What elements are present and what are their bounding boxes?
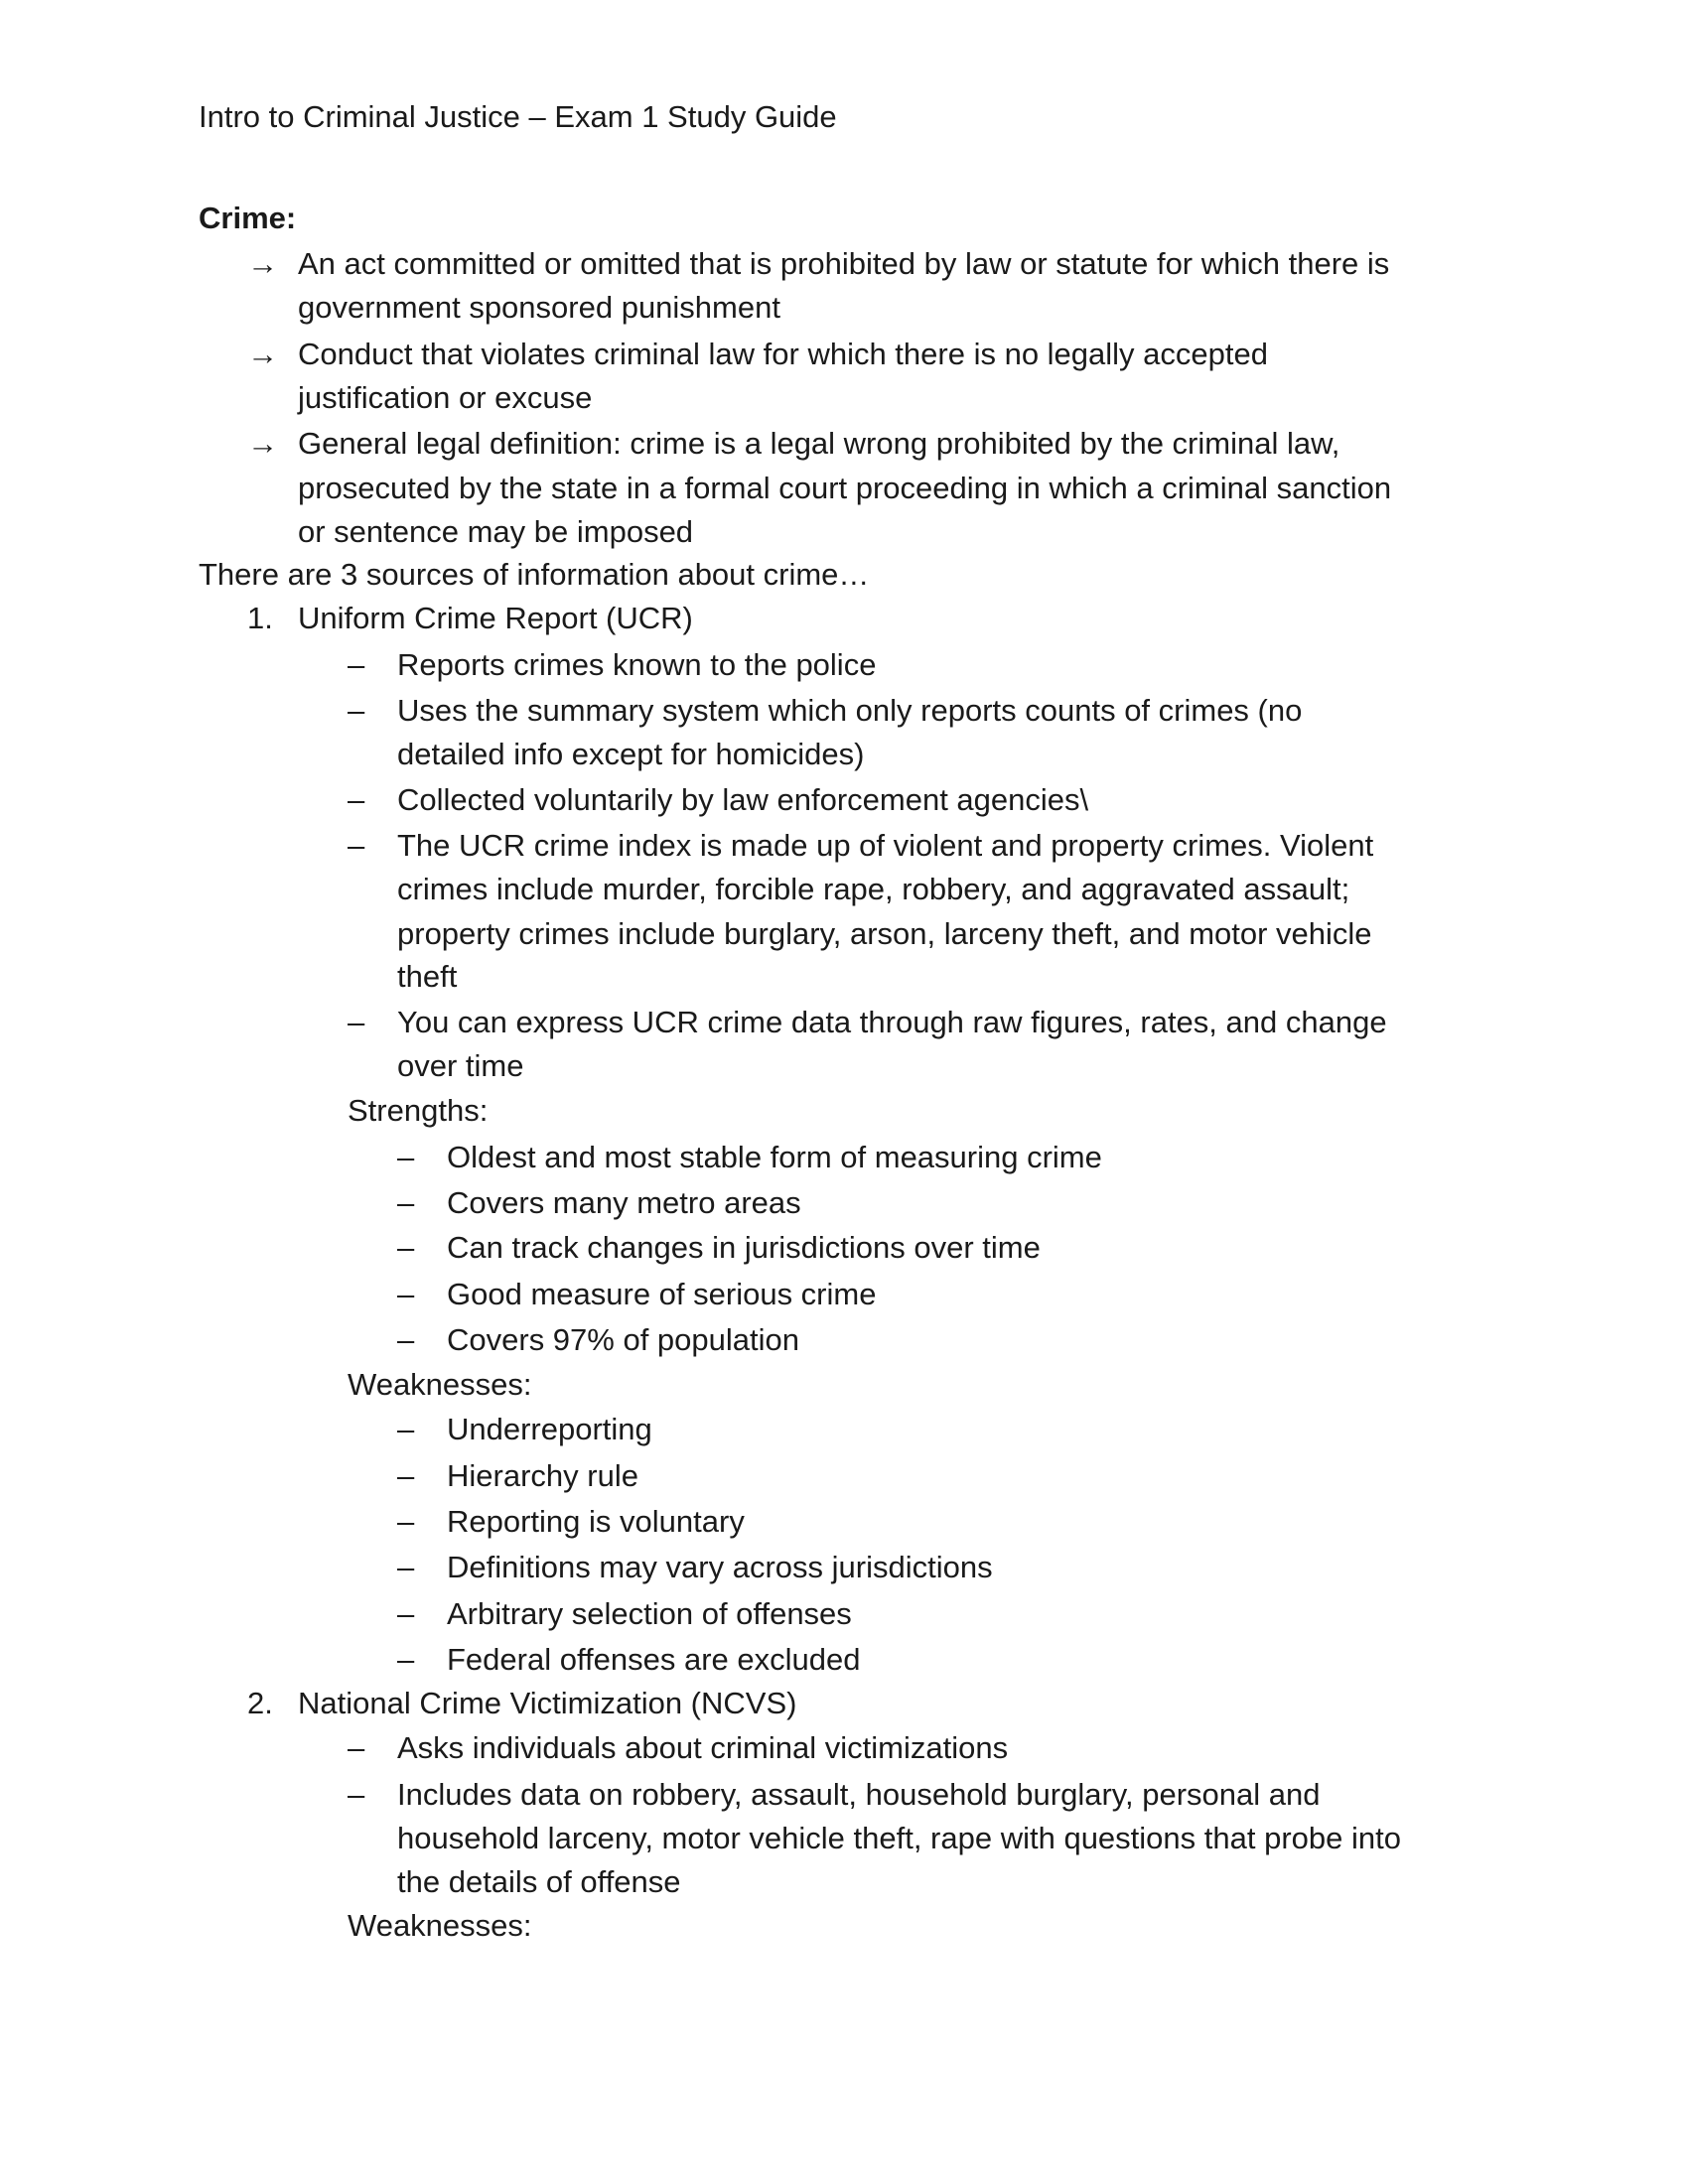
crime-definition-line: government sponsored punishment xyxy=(298,290,780,325)
sources-intro: There are 3 sources of information about crime… xyxy=(199,557,870,592)
dash-icon: – xyxy=(348,828,365,863)
arrow-icon: → xyxy=(247,426,278,461)
list-number: 1. xyxy=(247,601,273,635)
list-number: 2. xyxy=(247,1686,273,1720)
weakness-item: Hierarchy rule xyxy=(447,1458,638,1493)
dash-icon: – xyxy=(397,1458,415,1493)
crime-definition-line: or sentence may be imposed xyxy=(298,514,694,549)
weaknesses-label: Weaknesses: xyxy=(348,1367,532,1402)
arrow-icon: → xyxy=(247,246,278,281)
weakness-item: Definitions may vary across jurisdictions xyxy=(447,1550,993,1584)
ncvs-point-line: Includes data on robbery, assault, household burglary, personal and xyxy=(397,1777,1321,1812)
weakness-item: Underreporting xyxy=(447,1412,652,1446)
weakness-item: Reporting is voluntary xyxy=(447,1504,745,1539)
crime-definition-line: prosecuted by the state in a formal court proceeding in which a criminal sanction xyxy=(298,471,1392,505)
dash-icon: – xyxy=(348,1005,365,1039)
ucr-point-line: theft xyxy=(397,959,458,994)
dash-icon: – xyxy=(348,1730,365,1765)
ucr-point-line: The UCR crime index is made up of violent and property crimes. Violent xyxy=(397,828,1374,863)
dash-icon: – xyxy=(397,1642,415,1677)
dash-icon: – xyxy=(397,1277,415,1311)
dash-icon: – xyxy=(397,1140,415,1174)
strengths-label: Strengths: xyxy=(348,1093,489,1128)
dash-icon: – xyxy=(348,647,365,682)
arrow-icon: → xyxy=(247,337,278,371)
ncvs-point-line: household larceny, motor vehicle theft, rape with questions that probe into xyxy=(397,1821,1401,1855)
ucr-point-line: crimes include murder, forcible rape, robbery, and aggravated assault; xyxy=(397,872,1350,906)
ucr-point-line: Reports crimes known to the police xyxy=(397,647,877,682)
document-title: Intro to Criminal Justice – Exam 1 Study Guide xyxy=(199,99,837,134)
crime-definition-line: justification or excuse xyxy=(298,380,593,415)
ncvs-title: National Crime Victimization (NCVS) xyxy=(298,1686,797,1720)
crime-definition-line: Conduct that violates criminal law for which there is no legally accepted xyxy=(298,337,1268,371)
ncvs-weaknesses-label: Weaknesses: xyxy=(348,1908,532,1943)
ucr-point-line: Collected voluntarily by law enforcement agencies\ xyxy=(397,782,1089,817)
strength-item: Covers many metro areas xyxy=(447,1185,801,1220)
strength-item: Oldest and most stable form of measuring crime xyxy=(447,1140,1102,1174)
weakness-item: Federal offenses are excluded xyxy=(447,1642,861,1677)
dash-icon: – xyxy=(397,1185,415,1220)
ucr-point-line: Uses the summary system which only reports counts of crimes (no xyxy=(397,693,1303,728)
strength-item: Covers 97% of population xyxy=(447,1322,800,1357)
ucr-point-line: detailed info except for homicides) xyxy=(397,737,865,771)
crime-heading: Crime: xyxy=(199,201,297,235)
strength-item: Can track changes in jurisdictions over time xyxy=(447,1230,1041,1265)
dash-icon: – xyxy=(348,1777,365,1812)
strength-item: Good measure of serious crime xyxy=(447,1277,877,1311)
crime-definition-line: General legal definition: crime is a legal wrong prohibited by the criminal law, xyxy=(298,426,1340,461)
dash-icon: – xyxy=(397,1550,415,1584)
dash-icon: – xyxy=(397,1322,415,1357)
ucr-point-line: over time xyxy=(397,1048,524,1083)
dash-icon: – xyxy=(397,1596,415,1631)
dash-icon: – xyxy=(397,1504,415,1539)
dash-icon: – xyxy=(348,693,365,728)
dash-icon: – xyxy=(397,1412,415,1446)
dash-icon: – xyxy=(397,1230,415,1265)
ncvs-point-line: Asks individuals about criminal victimizations xyxy=(397,1730,1009,1765)
crime-definition-line: An act committed or omitted that is prohibited by law or statute for which there is xyxy=(298,246,1390,281)
ucr-title: Uniform Crime Report (UCR) xyxy=(298,601,693,635)
weakness-item: Arbitrary selection of offenses xyxy=(447,1596,852,1631)
dash-icon: – xyxy=(348,782,365,817)
ucr-point-line: property crimes include burglary, arson, larceny theft, and motor vehicle xyxy=(397,916,1372,951)
ncvs-point-line: the details of offense xyxy=(397,1864,681,1899)
ucr-point-line: You can express UCR crime data through raw figures, rates, and change xyxy=(397,1005,1387,1039)
